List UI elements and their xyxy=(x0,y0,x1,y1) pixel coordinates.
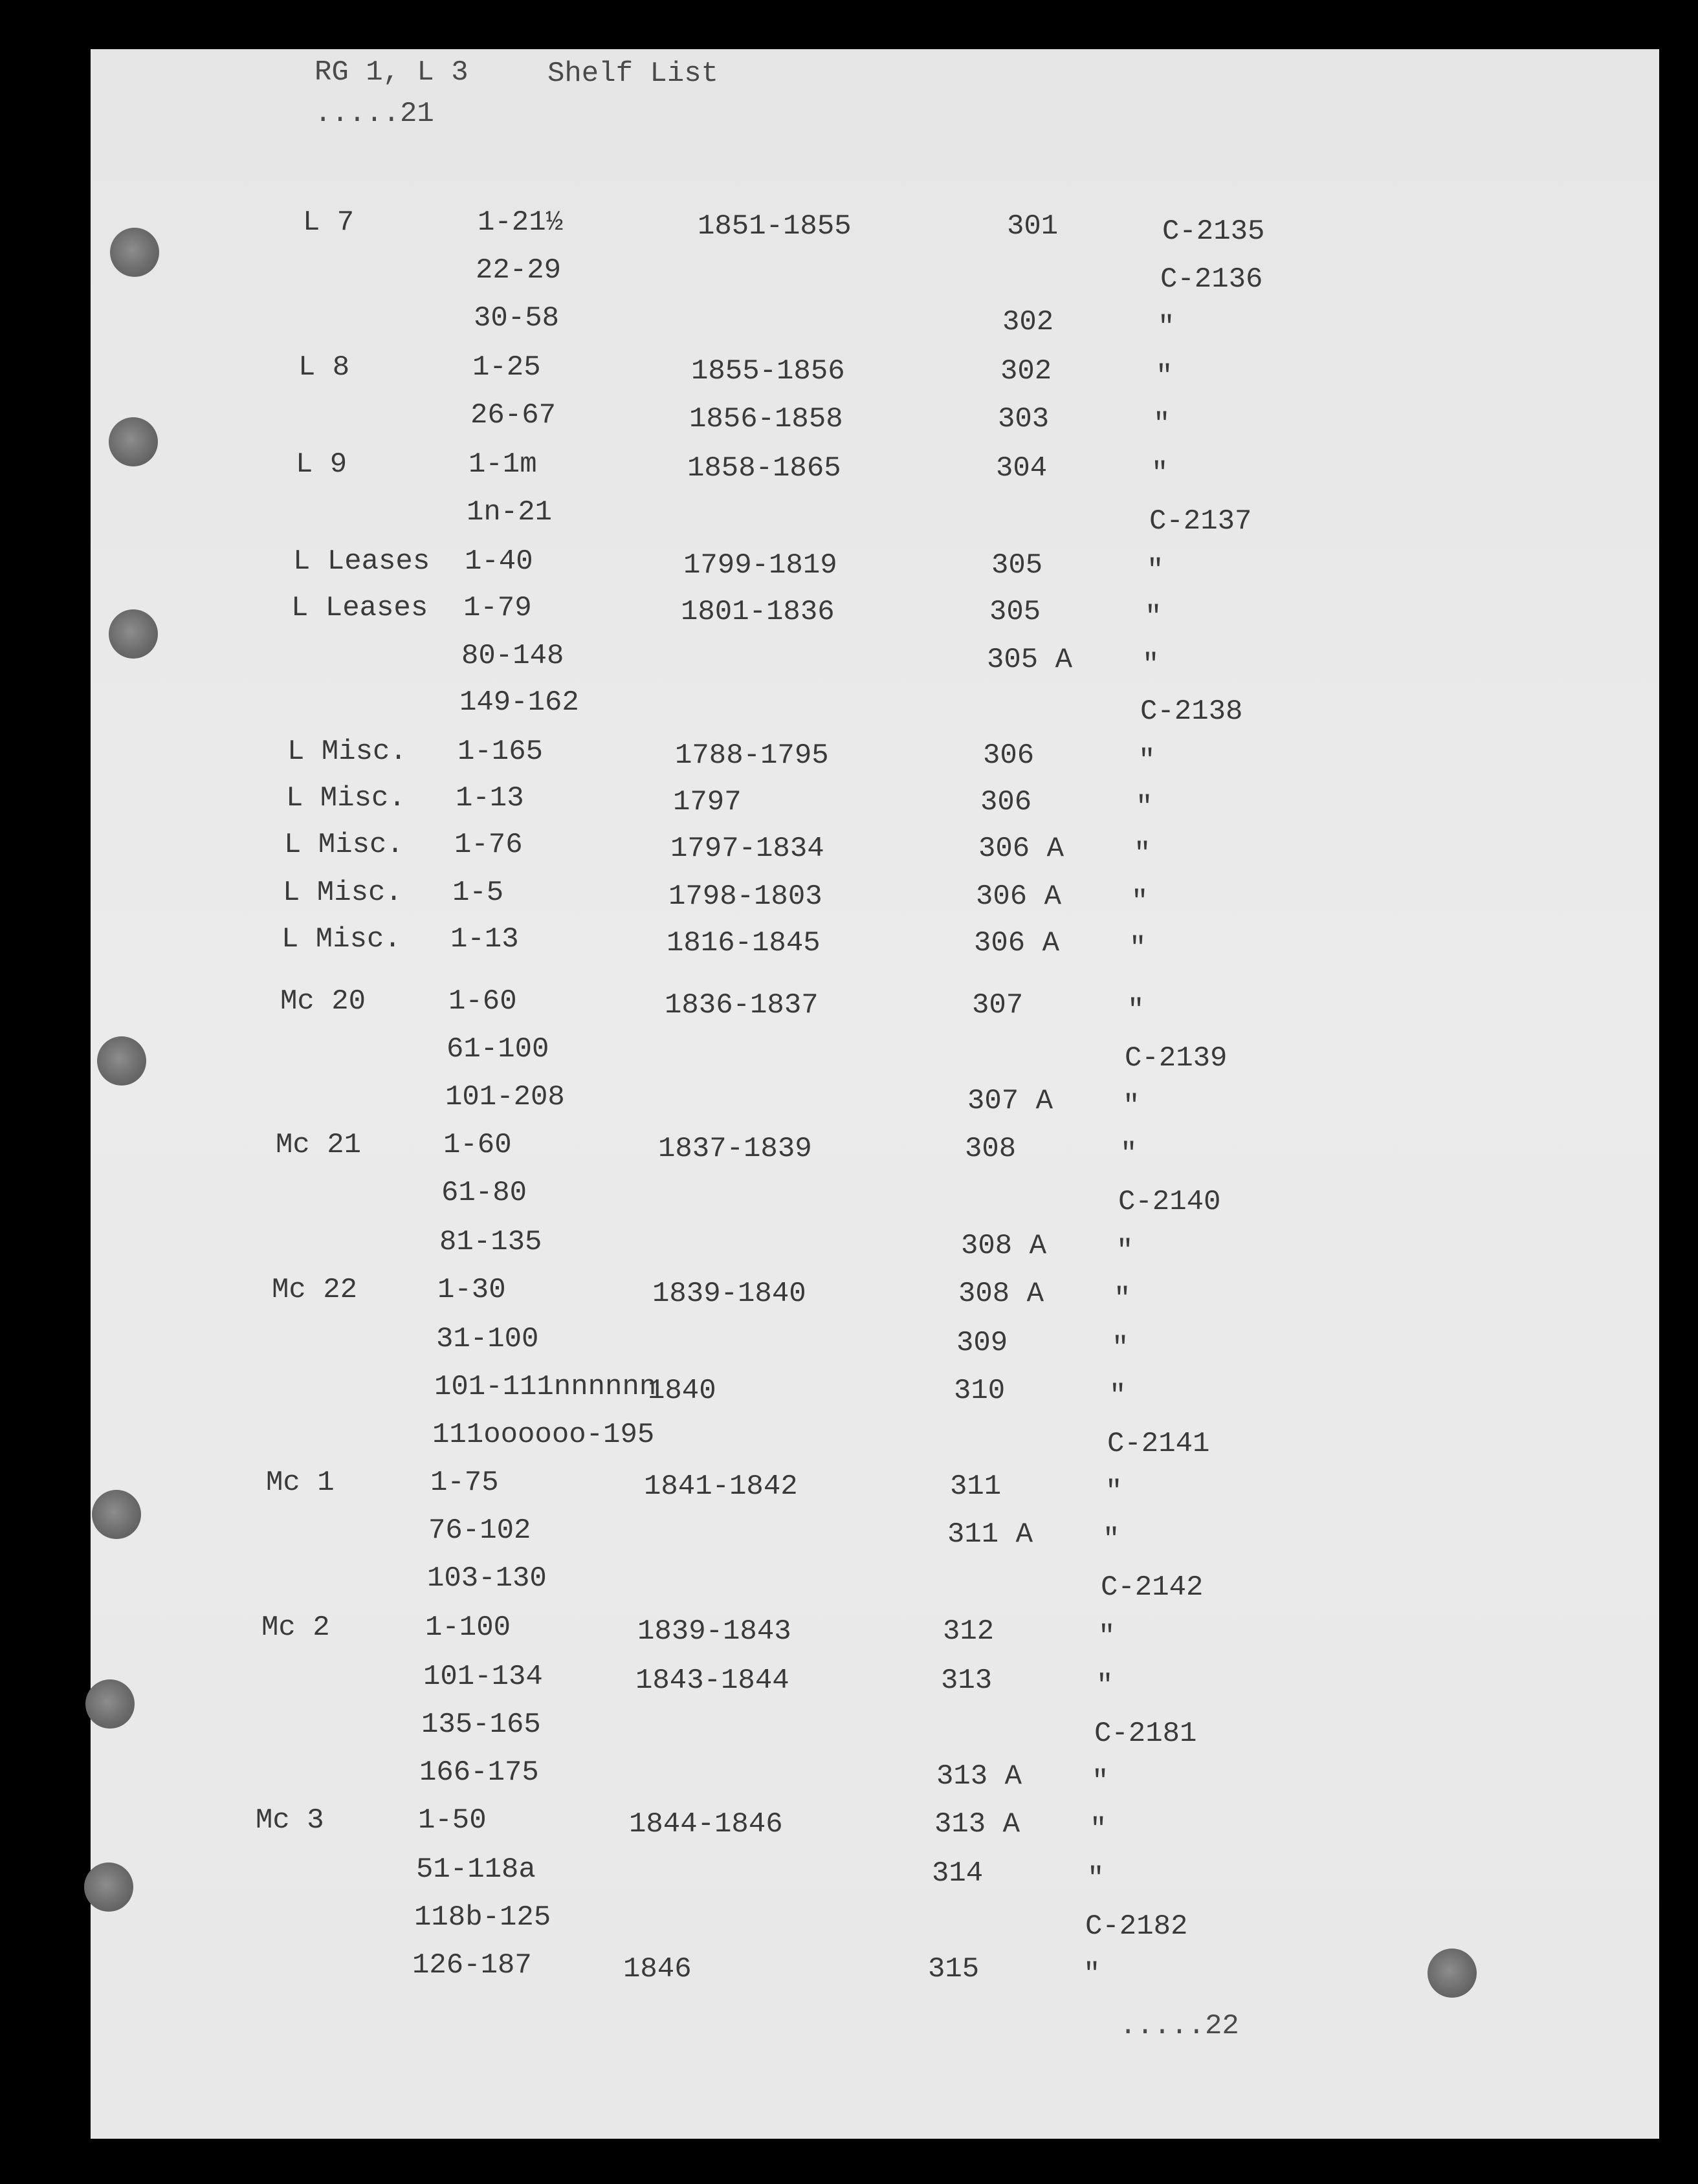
cell-shelf: 306 A xyxy=(974,927,1060,959)
cell-box: " xyxy=(1127,994,1145,1027)
cell-dates: 1816-1845 xyxy=(667,927,821,959)
cell-items: 51-118a xyxy=(416,1853,536,1886)
cell-dates: 1839-1843 xyxy=(637,1615,791,1648)
cell-items: 76-102 xyxy=(428,1514,531,1547)
cell-box: C-2142 xyxy=(1101,1571,1204,1604)
punch-hole xyxy=(109,609,158,659)
cell-items: 22-29 xyxy=(476,254,562,287)
cell-dates: 1799-1819 xyxy=(683,549,837,582)
cell-shelf: 314 xyxy=(932,1857,984,1890)
cell-items: 31-100 xyxy=(436,1323,539,1355)
cell-dates: 1855-1856 xyxy=(691,355,845,388)
cell-items: 1-13 xyxy=(450,923,519,956)
cell-dates: 1851-1855 xyxy=(698,210,852,243)
cell-dates: 1798-1803 xyxy=(668,880,822,913)
cell-box: " xyxy=(1087,1862,1105,1895)
cell-items: 111oooooo-195 xyxy=(432,1419,655,1451)
cell-items: 101-208 xyxy=(445,1081,565,1113)
cell-box: " xyxy=(1105,1476,1123,1508)
page-title: Shelf List xyxy=(547,58,719,90)
cell-box: " xyxy=(1090,1813,1107,1846)
cell-dates: 1836-1837 xyxy=(665,989,819,1021)
cell-series: L Misc. xyxy=(284,829,404,861)
cell-items: 1-40 xyxy=(465,545,533,578)
cell-items: 80-148 xyxy=(461,640,564,672)
cell-box: " xyxy=(1134,838,1151,870)
cell-shelf: 313 xyxy=(941,1665,993,1697)
cell-items: 1-76 xyxy=(454,829,523,861)
cell-items: 1-100 xyxy=(425,1611,511,1644)
cell-box: " xyxy=(1092,1765,1109,1798)
cell-box: " xyxy=(1096,1670,1114,1702)
cell-items: 1-165 xyxy=(458,736,544,768)
cell-series: L 9 xyxy=(296,448,347,481)
cell-box: " xyxy=(1098,1621,1116,1653)
cell-box: C-2136 xyxy=(1160,263,1263,296)
cell-series: L 8 xyxy=(298,351,350,384)
cell-shelf: 306 xyxy=(983,739,1035,772)
cell-box: C-2140 xyxy=(1118,1186,1221,1218)
cell-items: 1-75 xyxy=(430,1467,499,1499)
cell-box: " xyxy=(1142,649,1160,681)
cell-series: L Misc. xyxy=(283,877,402,909)
cell-box: C-2181 xyxy=(1094,1718,1197,1750)
cell-items: 61-80 xyxy=(441,1177,527,1209)
cell-series: L Misc. xyxy=(281,923,401,956)
cell-box: " xyxy=(1103,1523,1120,1556)
cell-shelf: 309 xyxy=(956,1327,1008,1359)
cell-shelf: 313 A xyxy=(936,1760,1022,1793)
cell-dates: 1839-1840 xyxy=(652,1278,806,1310)
record-group-reference: RG 1, L 3 xyxy=(314,56,469,89)
cell-items: 61-100 xyxy=(447,1033,549,1065)
punch-hole xyxy=(92,1490,141,1539)
cell-shelf: 308 A xyxy=(958,1278,1044,1310)
cell-shelf: 306 xyxy=(980,786,1032,818)
cell-items: 1-13 xyxy=(456,782,524,814)
cell-box: C-2139 xyxy=(1125,1042,1228,1075)
punch-hole xyxy=(110,228,159,277)
previous-page-marker: .....21 xyxy=(314,98,434,130)
cell-shelf: 305 A xyxy=(987,644,1073,676)
cell-box: " xyxy=(1138,745,1156,777)
punch-hole xyxy=(85,1679,135,1729)
cell-box: " xyxy=(1145,601,1162,633)
cell-dates: 1844-1846 xyxy=(629,1808,783,1840)
cell-series: Mc 1 xyxy=(266,1467,335,1499)
cell-series: Mc 2 xyxy=(261,1611,330,1644)
cell-box: " xyxy=(1156,360,1173,393)
cell-items: 1-30 xyxy=(437,1274,506,1306)
cell-shelf: 304 xyxy=(996,452,1048,485)
cell-series: L Leases xyxy=(293,545,430,578)
cell-shelf: 307 A xyxy=(967,1085,1053,1117)
cell-shelf: 303 xyxy=(998,403,1050,435)
cell-shelf: 310 xyxy=(954,1375,1006,1407)
cell-shelf: 306 A xyxy=(978,833,1064,865)
cell-box: " xyxy=(1083,1958,1101,1991)
cell-shelf: 308 xyxy=(965,1133,1017,1165)
cell-box: " xyxy=(1123,1090,1140,1122)
cell-box: " xyxy=(1120,1138,1138,1170)
cell-shelf: 315 xyxy=(928,1953,980,1985)
cell-items: 1-1m xyxy=(469,448,537,481)
punch-hole xyxy=(109,417,158,466)
cell-shelf: 312 xyxy=(943,1615,995,1648)
cell-dates: 1788-1795 xyxy=(675,739,829,772)
cell-dates: 1840 xyxy=(648,1375,716,1407)
next-page-marker: .....22 xyxy=(1119,2010,1239,2042)
document-page xyxy=(91,49,1659,2139)
cell-series: L Misc. xyxy=(286,782,406,814)
cell-box: C-2141 xyxy=(1107,1428,1210,1460)
cell-box: " xyxy=(1153,408,1171,441)
cell-series: Mc 3 xyxy=(256,1804,324,1837)
cell-items: 1-21½ xyxy=(478,206,564,239)
cell-items: 103-130 xyxy=(427,1562,547,1595)
cell-shelf: 302 xyxy=(1000,355,1052,388)
cell-box: " xyxy=(1109,1380,1127,1412)
cell-dates: 1846 xyxy=(623,1953,692,1985)
cell-series: L Misc. xyxy=(287,736,407,768)
cell-items: 81-135 xyxy=(439,1226,542,1258)
cell-series: L Leases xyxy=(291,592,428,624)
cell-shelf: 305 xyxy=(989,596,1041,628)
punch-hole xyxy=(97,1036,146,1086)
punch-hole xyxy=(1428,1949,1477,1998)
cell-shelf: 311 xyxy=(950,1470,1002,1503)
cell-items: 126-187 xyxy=(412,1949,532,1982)
cell-box: C-2135 xyxy=(1162,215,1265,248)
cell-shelf: 302 xyxy=(1002,306,1054,338)
cell-box: " xyxy=(1116,1235,1134,1267)
cell-box: " xyxy=(1114,1283,1131,1315)
cell-items: 1n-21 xyxy=(467,496,553,529)
cell-items: 101-111nnnnnn xyxy=(434,1371,657,1403)
cell-items: 101-134 xyxy=(423,1661,543,1693)
cell-items: 135-165 xyxy=(421,1709,541,1741)
cell-box: " xyxy=(1112,1332,1129,1364)
cell-box: C-2182 xyxy=(1085,1910,1188,1943)
cell-shelf: 305 xyxy=(991,549,1043,582)
cell-items: 26-67 xyxy=(470,399,557,431)
cell-box: " xyxy=(1131,886,1149,918)
cell-dates: 1797-1834 xyxy=(670,833,824,865)
cell-series: Mc 22 xyxy=(272,1274,358,1306)
cell-shelf: 306 A xyxy=(976,880,1062,913)
cell-items: 1-60 xyxy=(448,985,517,1018)
cell-items: 1-25 xyxy=(472,351,541,384)
cell-items: 118b-125 xyxy=(414,1901,551,1934)
cell-series: L 7 xyxy=(303,206,355,239)
cell-dates: 1843-1844 xyxy=(635,1665,789,1697)
cell-items: 149-162 xyxy=(459,686,579,719)
cell-box: " xyxy=(1158,311,1175,344)
cell-items: 1-50 xyxy=(418,1804,487,1837)
cell-items: 30-58 xyxy=(474,302,560,334)
cell-box: " xyxy=(1129,932,1147,965)
cell-items: 1-60 xyxy=(443,1129,512,1161)
cell-box: " xyxy=(1136,791,1153,824)
cell-box: C-2137 xyxy=(1149,505,1252,538)
cell-dates: 1801-1836 xyxy=(681,596,835,628)
cell-dates: 1797 xyxy=(673,786,742,818)
cell-dates: 1841-1842 xyxy=(644,1470,798,1503)
cell-series: Mc 20 xyxy=(280,985,366,1018)
cell-shelf: 301 xyxy=(1007,210,1059,243)
cell-box: " xyxy=(1151,457,1169,490)
cell-dates: 1837-1839 xyxy=(658,1133,812,1165)
cell-shelf: 307 xyxy=(972,989,1024,1021)
cell-dates: 1856-1858 xyxy=(689,403,843,435)
cell-box: " xyxy=(1147,554,1164,587)
punch-hole xyxy=(84,1862,133,1912)
cell-shelf: 311 A xyxy=(947,1518,1033,1551)
cell-items: 1-5 xyxy=(452,877,504,909)
cell-shelf: 308 A xyxy=(961,1230,1047,1262)
cell-items: 166-175 xyxy=(419,1756,539,1789)
cell-dates: 1858-1865 xyxy=(687,452,841,485)
cell-box: C-2138 xyxy=(1140,695,1243,728)
cell-items: 1-79 xyxy=(463,592,532,624)
cell-series: Mc 21 xyxy=(276,1129,362,1161)
cell-shelf: 313 A xyxy=(934,1808,1020,1840)
